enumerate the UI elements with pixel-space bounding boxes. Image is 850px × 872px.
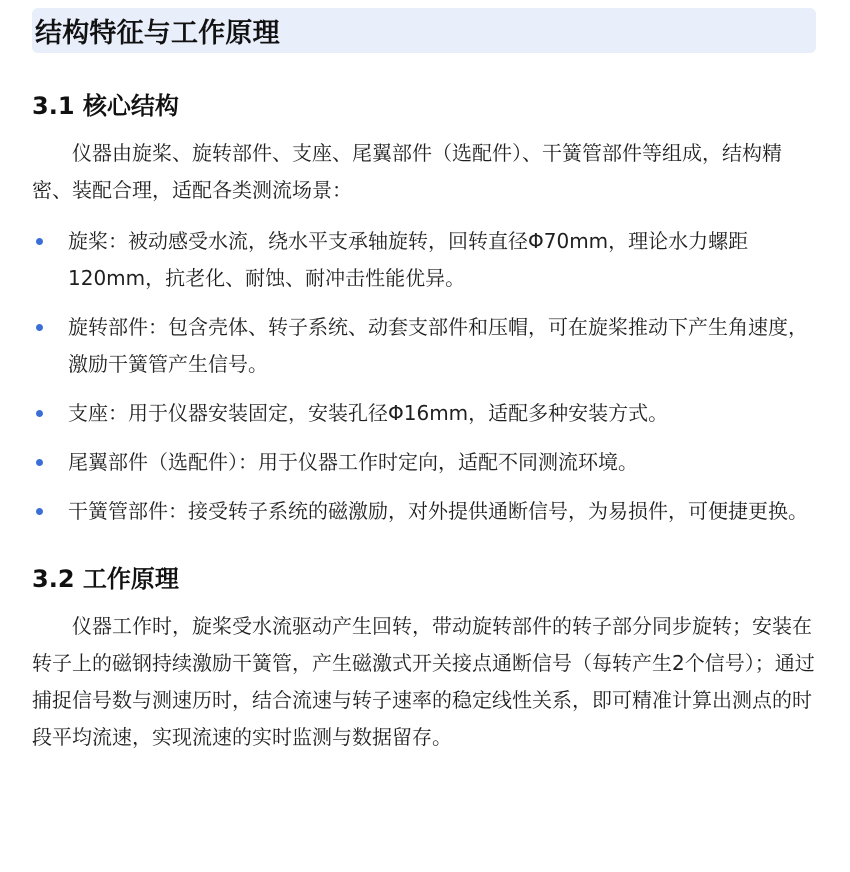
section-title: 结构特征与工作原理 [35, 18, 280, 49]
list-item [32, 444, 816, 481]
section-banner [32, 8, 816, 53]
list-item [32, 395, 816, 432]
bullet-icon [36, 459, 43, 466]
list-item-text: 支座：用于仪器安装固定，安装孔径Φ16mm，适配多种安装方式。 [68, 401, 669, 425]
bullet-icon [36, 410, 43, 417]
core-structure-intro: 仪器由旋桨、旋转部件、支座、尾翼部件（选配件）、干簧管部件等组成，结构精密、装配合理，适配各类测流场景： [32, 141, 782, 202]
list-item [32, 493, 816, 530]
list-item [32, 223, 816, 297]
subsection-title-working-principle: 3.2 工作原理 [32, 565, 179, 593]
list-item-text: 旋桨：被动感受水流，绕水平支承轴旋转，回转直径Φ70mm，理论水力螺距120mm，抗老化、耐蚀、耐冲击性能优异。 [68, 229, 749, 290]
component-list [32, 223, 816, 530]
list-item-text: 旋转部件：包含壳体、转子系统、动套支部件和压帽，可在旋桨推动下产生角速度，激励干簧管产生信号。 [68, 315, 808, 376]
bullet-icon [36, 238, 43, 245]
list-item [32, 309, 816, 383]
bullet-icon [36, 324, 43, 331]
subsection-title-core-structure: 3.1 核心结构 [32, 92, 179, 120]
list-item-text: 干簧管部件：接受转子系统的磁激励，对外提供通断信号，为易损件，可便捷更换。 [68, 499, 808, 523]
document-page [32, 8, 816, 756]
bullet-icon [36, 508, 43, 515]
list-item-text: 尾翼部件（选配件）：用于仪器工作时定向，适配不同测流环境。 [68, 450, 638, 474]
working-principle-body: 仪器工作时，旋桨受水流驱动产生回转，带动旋转部件的转子部分同步旋转；安装在转子上的磁钢持续激励干簧管，产生磁激式开关接点通断信号（每转产生2个信号）；通过捕捉信号数与测速历时，结合流速与转子速率的稳定线性关系，即可精准计算出测点的时段平均流速，实现流速的实时监测与数据留存。 [32, 614, 815, 749]
